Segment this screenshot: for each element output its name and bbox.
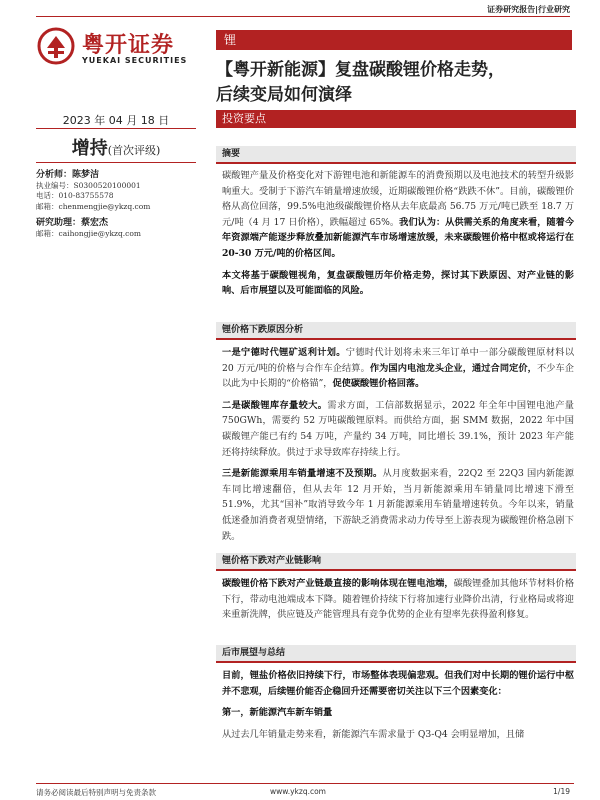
assistant-email: 邮箱：caihongjie@ykzq.com bbox=[36, 228, 141, 238]
analyst-block bbox=[36, 170, 206, 239]
outlook-item-1-title: 第一，新能源汽车新车销量 bbox=[222, 707, 333, 719]
logo-text-en: YUEKAI SECURITIES bbox=[82, 56, 188, 65]
date-divider bbox=[36, 128, 196, 129]
rating-value: 增持 bbox=[71, 138, 108, 159]
impact-text: 碳酸锂叠加其他环节材料价格下行，带动电池端成本下降。随着锂价持续下行将加速行业降价出清，行业格局或将迎来重新洗牌，供应链及产能管理具有竞争优势的企业有望率先获得盈利修复。 bbox=[222, 578, 575, 621]
impact-body bbox=[222, 576, 574, 629]
analyst-license: 执业编号：S0300520100001 bbox=[36, 180, 141, 190]
outlook-item-1-text: 从过去几年销量走势来看，新能源汽车需求量于 Q3-Q4 会明显增加，且储 bbox=[222, 728, 525, 740]
cause-3 bbox=[222, 466, 574, 544]
cause-1-lead: 一是宁德时代锂矿返利计划。 bbox=[222, 347, 346, 358]
summary-scope-text: 本文将基于碳酸锂视角，复盘碳酸锂历年价格走势，探讨其下跌原因、对产业链的影响、后市展望以及可能面临的风险。 bbox=[222, 269, 574, 297]
analyst-phone: 电话：010-83755578 bbox=[36, 191, 114, 200]
assistant-name: 研究助理：蔡宏杰 bbox=[36, 218, 109, 228]
analyst-email: 邮箱：chenmengjie@ykzq.com bbox=[36, 201, 151, 211]
rating bbox=[36, 134, 196, 160]
summary-conclusion: 我们认为：从供需关系的角度来看，随着今年资源端产能逐步释放叠加新能源汽车市场增速放缓，未来碳酸锂价格中枢或将运行在 20-30 万元/吨的价格区间。 bbox=[222, 216, 575, 259]
summary-scope bbox=[222, 268, 574, 299]
highlights-header: 投资要点 bbox=[216, 110, 576, 128]
top-divider bbox=[36, 16, 570, 17]
rating-divider bbox=[36, 162, 196, 163]
outlook-body bbox=[222, 668, 574, 748]
impact-paragraph bbox=[222, 576, 574, 623]
cause-2-text: 需求方面，工信部数据显示，2022 年全年中国锂电池产量 750GWh，需要约 52 万吨碳酸锂原料。而供给方面，据 SMM 数据，2022 年中国碳酸锂产能已有约 54 万吨，产量约 34 万吨，同比增长 39.1%，预计 2023 年产能还将持续释放。供过于求导致库存持续上行。 bbox=[222, 399, 574, 458]
company-logo bbox=[36, 26, 206, 72]
cause-2-lead: 二是碳酸锂库存量较大。 bbox=[222, 399, 328, 411]
summary-header: 摘要 bbox=[216, 146, 576, 164]
summary-body bbox=[222, 168, 574, 305]
page-number: 1/19 bbox=[553, 787, 570, 796]
report-title bbox=[216, 58, 576, 108]
summary-text: 碳酸锂产量及价格变化对下游锂电池和新能源车的消费预期以及电池技术的转型升级影响重大。受制于下游汽车销量增速放缓，近期碳酸锂价格“跌跌不休”。目前，碳酸锂价格从高位回落，99.5%电池级碳酸锂价格从去年底最高 56.75 万元/吨已跌至 18.7 万元/吨（4 月 17 日价格），跌幅超过 65%。 bbox=[222, 170, 574, 228]
outlook-item-1 bbox=[222, 705, 574, 721]
summary-paragraph bbox=[222, 168, 574, 262]
outlook-item-1-body bbox=[222, 727, 574, 743]
footer-disclaimer[interactable]: 请务必阅读最后特别声明与免责条款 bbox=[36, 788, 156, 797]
title-line-1: 【粤开新能源】复盘碳酸锂价格走势， bbox=[216, 60, 505, 80]
outlook-bold: 但我们对中长期的锂价运行中枢并不悲观，后续锂价能否企稳回升还需要密切关注以下三个因素变化： bbox=[222, 670, 575, 697]
causes-body bbox=[222, 345, 574, 550]
cause-2 bbox=[222, 398, 574, 460]
outlook-header: 后市展望与总结 bbox=[216, 645, 576, 663]
cause-1-bold2: 促使碳酸锂价格回落。 bbox=[332, 378, 425, 390]
footer-website[interactable]: www.ykzq.com bbox=[270, 787, 326, 796]
sector-label: 锂 bbox=[216, 30, 572, 50]
cause-1-bold: 作为国内电池龙头企业，通过合同定价， bbox=[369, 362, 537, 374]
outlook-paragraph bbox=[222, 668, 574, 699]
cause-3-text: 从月度数据来看，22Q2 至 22Q3 国内新能源车同比增速翻倍，但从去年 12 月开始，当月新能源乘用车销量同比增速下滑至 51.9%，尤其“国补”取消导致今年 1 月新能源乘用车销量增速转负。今年以来，销量低迷叠加消费者观望情绪，下游缺乏消费需求动力传导至上游表现为碳酸锂价格急剧下跌。 bbox=[222, 468, 574, 542]
rating-note: (首次评级) bbox=[107, 144, 161, 157]
cause-1-text2: 不少车企以此为中长期的“价格锚”， bbox=[222, 362, 574, 390]
cause-3-lead: 三是新能源乘用车销量增速不及预期。 bbox=[222, 468, 383, 480]
title-line-2: 后续变局如何演绎 bbox=[216, 85, 352, 105]
impact-lead: 碳酸锂价格下跌对产业链最直接的影响体现在锂电池端， bbox=[222, 578, 454, 589]
analyst-name: 分析师：陈梦洁 bbox=[36, 170, 100, 180]
decline-causes-header: 锂价格下跌原因分析 bbox=[216, 322, 576, 340]
industry-impact-header: 锂价格下跌对产业链影响 bbox=[216, 553, 576, 571]
yuekai-logo-icon bbox=[36, 26, 76, 66]
logo-text-cn: 粤开证券 bbox=[82, 33, 175, 58]
cause-1 bbox=[222, 345, 574, 392]
footer-divider bbox=[36, 783, 574, 784]
report-date: 2023 年 04 月 18 日 bbox=[62, 114, 170, 127]
cause-1-text: 宁德时代计划将未来三年订单中一部分碳酸锂原材料以 20 万元/吨的价格与合作车企结算。 bbox=[222, 347, 575, 374]
outlook-lead: 目前，锂盐价格依旧持续下行，市场整体表现偏悲观。 bbox=[222, 670, 445, 681]
report-type: 证券研究报告|行业研究 bbox=[487, 5, 570, 14]
